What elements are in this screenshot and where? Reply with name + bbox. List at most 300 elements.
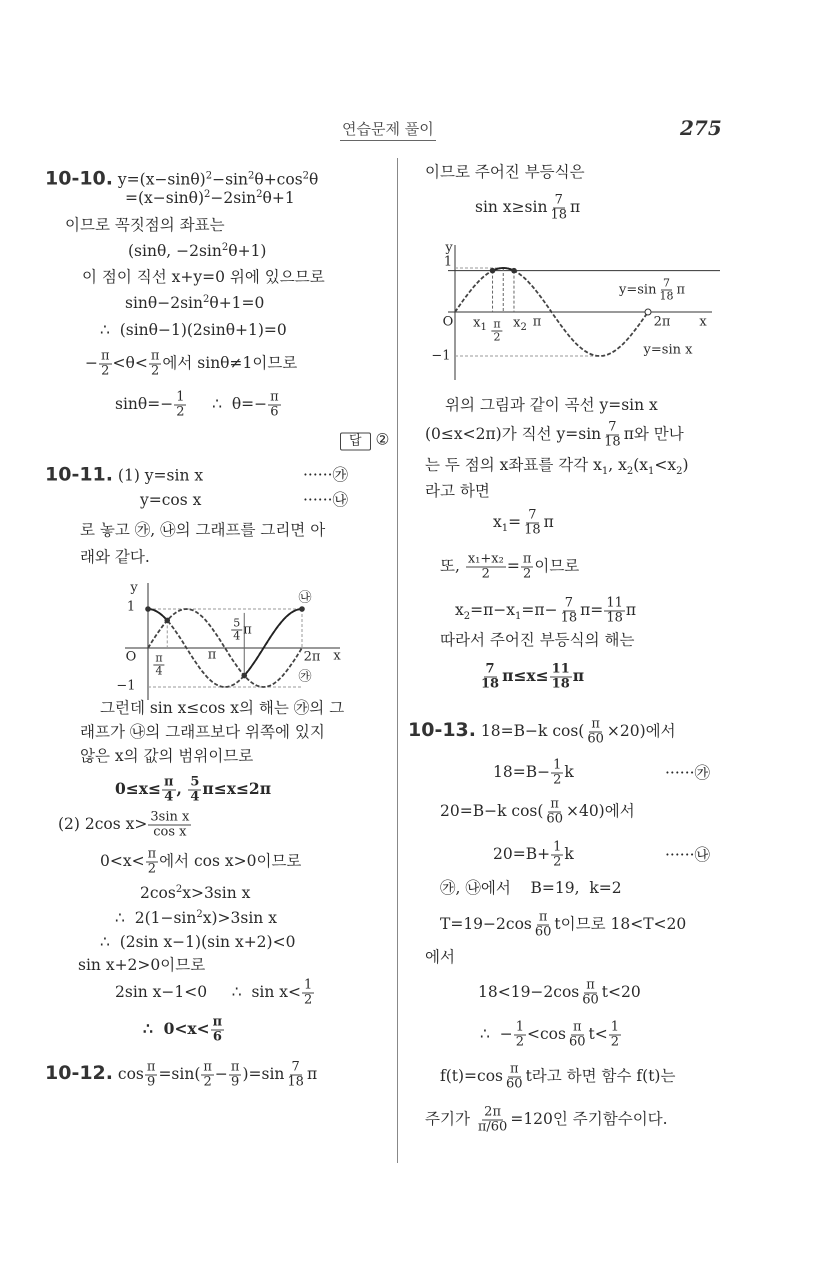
intersection-point [299,606,305,612]
text-line [58,811,192,840]
text-run: ㉯ [298,590,312,606]
fraction-numerator: π [538,909,548,925]
fraction [544,798,565,827]
text-run: y [445,240,453,256]
text-run: =120인 주기함수이다. [510,1110,668,1128]
text-line [425,421,684,450]
fraction [231,618,242,643]
text-run: <θ< [112,354,148,372]
graph-label [644,343,693,358]
text-line [665,845,710,865]
fraction [149,350,162,379]
text-run: 20=B−k cos( [440,802,544,820]
fraction-denominator: 2 [176,404,185,420]
text-run: 2sin x−1<0 ∴ sin x< [115,983,302,1001]
fraction-numerator: 7 [564,595,573,611]
fraction-denominator: 6 [270,404,279,420]
text-run: 래프가 ㉯의 그래프보다 위쪽에 있지 [80,723,325,741]
fraction [521,553,534,582]
fraction-numerator: 1 [515,1019,524,1035]
fraction-denominator: 2 [147,861,156,877]
fraction-numerator: π [591,716,600,732]
text-run: −2sin [210,189,257,207]
fraction-numerator: 3sin x [150,809,190,825]
fraction-denominator: 18 [604,434,621,450]
text-line [140,883,250,903]
fraction-denominator: 18 [550,207,567,223]
text-run: ② [370,430,390,449]
fraction [533,911,554,940]
fraction-numerator: 7 [528,507,537,523]
text-run: x [455,601,464,619]
graph-label [444,255,452,270]
text-run: 그런데 sin x≤cos x의 해는 ㉮의 그 [100,699,345,717]
problem-number: 10-11. [45,463,113,486]
text-run: 래와 같다. [80,548,150,566]
text-run: 18=B−k cos( [475,722,585,740]
text-run: = [508,513,522,531]
text-run: 로 놓고 ㉮, ㉯의 그래프를 그리면 아 [80,521,326,539]
text-run: ∴ θ=− [187,395,268,413]
fraction [148,811,191,840]
fraction [162,776,176,805]
fraction-denominator: 4 [233,629,241,643]
intersection-point [241,673,247,679]
fraction-numerator: 5 [233,616,241,630]
intersection-point [511,268,517,274]
subscript: 1 [515,611,522,623]
text-run: (x [633,456,649,474]
text-run: (0≤x<2π)가 직선 y=sin [425,425,602,443]
fraction-numerator: 1 [176,389,185,405]
text-line [128,241,266,261]
graph-label [333,649,340,664]
text-run: cos [112,1065,144,1083]
fraction-denominator: 2 [553,772,562,788]
text-run: 주기가 [425,1110,475,1128]
text-run: 않은 x의 값의 범위이므로 [80,747,254,765]
fraction-numerator: 1 [304,977,313,993]
fraction [602,421,623,450]
superscript: 2 [247,170,255,182]
text-run: x [493,513,502,531]
text-line [440,911,686,940]
text-line [425,1106,668,1135]
text-line [455,597,636,626]
text-run: −1 [431,348,451,364]
text-run: ∴ (sinθ−1)(2sinθ+1)=0 [100,321,287,339]
text-line [143,1016,225,1045]
text-run: t<20 [601,983,641,1001]
fraction [504,1063,525,1092]
graph-label [513,315,527,334]
text-line [45,169,318,190]
text-run: ······㉮ [665,764,711,782]
text-line [100,848,301,877]
text-line [493,509,554,538]
text-run: 라고 하면 [425,482,490,500]
text-run: 18=B− [493,763,551,781]
graph-label [304,650,321,665]
text-line [493,759,574,788]
text-run: 위의 그림과 같이 곡선 y=sin x [445,396,658,414]
text-run: θ+1=0 [209,294,265,312]
column-divider [397,158,398,1163]
text-run: π [207,647,217,663]
text-line [100,698,344,718]
text-run: π [570,198,581,216]
graph-label [473,315,487,334]
text-run: ∴ − [480,1025,513,1043]
fraction-denominator: 18 [287,1074,304,1090]
fraction [268,391,281,420]
text-run: 1 [443,254,453,270]
graph-label [699,315,706,330]
fraction [559,597,580,626]
text-run: π= [580,601,604,619]
fraction-denominator: 2 [304,992,313,1008]
text-line [440,553,579,582]
text-line [85,350,297,379]
fraction [585,718,606,747]
fraction-numerator: 1 [553,839,562,855]
fraction-denominator: 2 [493,330,501,344]
fraction [514,1021,526,1050]
text-run: 2π [303,649,321,665]
graph-label [127,600,135,615]
fraction-denominator: 9 [147,1074,156,1090]
fraction-numerator: 7 [608,419,617,435]
text-run: −1 [116,678,136,694]
text-run: π [306,1065,318,1083]
text-run: ㉮, ㉯에서 B=19, k=2 [440,879,622,897]
subscript: 1 [648,466,655,478]
text-run: )=sin [242,1065,285,1083]
subscript: 2 [520,322,527,334]
text-run: 에서 [425,948,455,966]
fraction-denominator: 2 [150,363,160,379]
text-run: <x [654,456,677,474]
subscript: 2 [626,466,634,478]
fraction-denominator: 9 [231,1074,240,1090]
fraction-denominator: 18 [524,522,541,538]
graph-label [116,679,135,694]
text-run: sin x≥sin [475,198,548,216]
text-run: ) [682,456,689,474]
problem-number: 10-10. [45,167,113,190]
fraction-denominator: 18 [551,676,570,692]
text-line [478,663,584,692]
fraction-denominator: 2 [515,1034,524,1050]
fraction-numerator: 7 [291,1059,300,1075]
fraction-numerator: π [203,1059,212,1075]
fraction [211,1016,225,1045]
fraction-numerator: π [150,348,160,364]
text-line [440,798,635,827]
fraction [174,391,186,420]
fraction-denominator: π/60 [477,1119,508,1135]
text-run: =sin( [158,1065,201,1083]
text-run: t라고 하면 함수 f(t)는 [525,1067,676,1085]
fraction-numerator: 7 [485,661,495,677]
text-run: , x [608,456,627,474]
intersection-point [164,618,170,624]
text-line [425,947,455,967]
text-run: θ+1 [262,189,295,207]
text-line [45,465,203,486]
text-line [80,520,325,540]
problem-number: 10-13. [408,719,476,741]
fraction-numerator: 11 [551,661,570,677]
text-line [115,979,315,1008]
fraction [466,553,506,582]
fraction-denominator: 60 [534,924,552,940]
fraction-numerator: 1 [553,757,562,773]
text-line [100,320,287,340]
problem-number: 10-12. [45,1062,113,1084]
text-run: y=cos x [140,491,202,509]
text-line [115,908,277,928]
text-run: π≤x≤2π [202,779,272,798]
text-run: 20=B+ [493,845,551,863]
subscript: 1 [601,466,609,478]
fraction [285,1061,306,1090]
fraction-denominator: 2 [522,566,532,582]
fraction [146,848,159,877]
text-run: t< [588,1025,608,1043]
text-run: (1) y=sin x [112,466,204,485]
text-line [80,547,150,567]
graph-label [130,581,137,596]
text-line [82,267,325,287]
cos-curve [148,609,302,687]
fraction [302,979,314,1008]
fraction-numerator: 7 [554,192,563,208]
graph-label [152,653,165,678]
superscript: 2 [175,883,183,895]
text-run: f(t)=cos [440,1067,504,1085]
text-run: =π−x [470,601,516,619]
fraction-denominator: 60 [506,1076,523,1092]
text-run: T=19−2cos [440,915,532,933]
sin-solid [493,268,515,271]
text-run: 따라서 주어진 부등식의 해는 [440,631,635,649]
sin-curve [148,609,302,687]
text-run: ······㉯ [303,491,349,509]
text-run: sinθ=− [115,395,174,413]
fraction-numerator: π [155,651,163,665]
text-run: 이 점이 직선 x+y=0 위에 있으므로 [82,268,325,286]
fraction-numerator: 11 [606,595,623,611]
text-run: 2cos [140,884,176,902]
text-run: (2) 2cos x> [58,815,148,833]
text-run: θ+1) [228,242,267,260]
intersection-point [145,606,151,612]
fraction-numerator: 1 [610,1019,619,1035]
fraction-denominator: 2 [610,1034,619,1050]
graph-label [445,241,452,256]
fraction [657,278,675,303]
text-line [440,878,622,898]
text-run: 2π [653,314,671,330]
text-run: sin x+2>0이므로 [78,956,206,974]
text-line [475,194,580,223]
text-run: O [125,649,137,665]
text-line [440,630,634,650]
text-run: 또, [440,557,465,575]
text-run: x [699,314,707,330]
fraction [491,319,502,344]
graph-label [490,319,503,344]
superscript: 2 [221,241,229,253]
text-line [478,979,641,1008]
fraction [476,1106,509,1135]
graph-label [298,591,311,606]
fraction-numerator: π [270,389,279,405]
fraction-numerator: π [510,1061,519,1077]
graph-label [126,650,137,665]
text-line [480,1021,622,1050]
text-run: x)>3sin x [202,909,277,927]
text-line [80,746,253,766]
text-run: = [506,557,520,575]
fraction-numerator: π [586,977,595,993]
graph-label [431,349,450,364]
fraction [522,509,543,538]
text-line [125,188,295,208]
text-line [665,763,710,783]
fraction [145,1061,158,1090]
superscript: 2 [204,188,211,200]
fraction-denominator: 18 [560,610,578,626]
fraction-denominator: 4 [190,789,200,805]
cos-solid-2 [244,609,302,676]
text-run: ······㉯ [665,846,711,864]
section-title: 연습문제 풀이 [340,118,436,141]
fraction [188,776,201,805]
text-run: 이므로 꼭짓점의 좌표는 [65,216,225,234]
fraction-denominator: 60 [546,811,563,827]
text-run: π [243,622,252,638]
graph-label [298,670,311,685]
text-line [440,1063,675,1092]
text-run: 에서 sinθ≠1이므로 [162,354,298,372]
fraction-numerator: π [493,317,501,331]
text-run: y=sin [619,282,657,298]
fraction-denominator: 2 [553,854,562,870]
text-run: 이므로 [534,557,580,575]
fraction-denominator: 2 [101,363,110,379]
graph-label [443,315,454,330]
fraction-numerator: π [212,1014,223,1030]
text-run: 1 [126,599,136,615]
fraction [551,841,563,870]
fraction-denominator: 18 [481,676,500,692]
text-run: θ [309,170,319,189]
subscript: 1 [480,322,487,334]
fraction [99,350,112,379]
fraction-numerator: π [550,796,559,812]
text-line [78,955,205,975]
text-run: π [543,513,554,531]
text-line [45,1061,317,1090]
graph-label [230,618,252,643]
fraction-numerator: π [230,1059,240,1075]
fraction-numerator: π [572,1019,582,1035]
graph-label [619,278,685,303]
fraction-denominator: 6 [212,1029,222,1045]
subscript: 1 [501,523,509,535]
fraction [229,1061,242,1090]
text-run: O [442,314,454,330]
text-run: k [564,845,574,863]
text-run: π [532,314,542,330]
fraction-numerator: 7 [662,276,670,290]
fraction-numerator: x₁+x₂ [467,551,504,567]
text-run: t이므로 18<T<20 [554,915,687,933]
fraction-numerator: π [146,1059,156,1075]
superscript: 2 [202,293,210,305]
fraction-denominator: 2 [481,566,490,582]
superscript: 2 [302,170,310,182]
text-run: ······㉮ [303,466,349,484]
text-line [425,162,585,182]
text-run: =π− [521,601,558,619]
superscript: 2 [205,170,213,182]
text-run: − [85,354,98,372]
page-number: 275 [680,116,722,140]
open-point-2pi [645,309,651,315]
text-run: , [176,779,188,798]
text-run: k [564,763,574,781]
text-line [408,718,676,747]
fraction-numerator: π [522,551,532,567]
fraction-numerator: π [164,774,174,790]
text-run: θ+cos [254,170,303,189]
fraction [479,663,501,692]
text-line [125,293,264,313]
text-run: ×40)에서 [565,802,635,820]
fraction-denominator: 4 [164,789,174,805]
text-run: (sinθ, −2sin [128,242,222,260]
text-run: ×20)에서 [606,722,676,740]
text-run: π [625,601,637,619]
fraction-denominator: 60 [582,992,599,1008]
fraction-denominator: cos x [153,824,187,840]
text-run: x [473,315,481,331]
fraction-numerator: 5 [190,774,200,790]
text-run: π≤x≤ [502,666,549,685]
fraction [567,1021,588,1050]
fraction-numerator: π [147,846,157,862]
text-run: 에서 cos x>0이므로 [159,852,302,870]
text-run: π [572,666,585,685]
fraction-denominator: 18 [659,289,674,303]
text-line [425,481,490,501]
text-line [445,395,658,415]
fraction [580,979,601,1008]
sin-inequality-graph [448,245,720,380]
text-run: 0<x< [100,852,145,870]
fraction-denominator: 60 [587,731,604,747]
text-run: x [333,648,341,664]
intersection-point [490,268,496,274]
text-line [303,490,348,510]
fraction [201,1061,214,1090]
fraction-denominator: 2 [203,1074,212,1090]
text-line [115,391,282,420]
text-line [100,932,295,952]
